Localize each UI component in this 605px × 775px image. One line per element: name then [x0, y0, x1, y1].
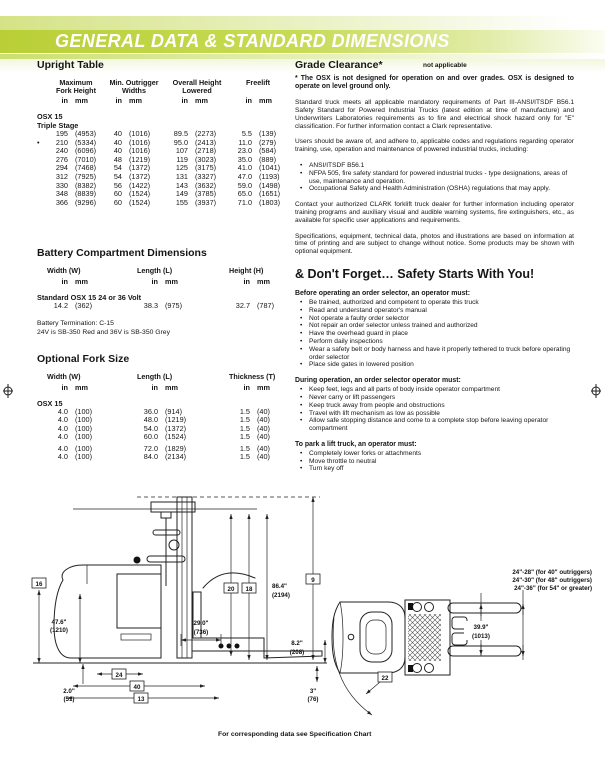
bullet-dot: • [300, 314, 303, 322]
cell: 107 [175, 146, 188, 156]
cell: 59.0 [237, 180, 252, 190]
dim-39-9-in: 39.9" [473, 624, 489, 631]
cell: (100) [75, 452, 93, 462]
cell: 54.0 [143, 423, 158, 433]
col-width: Width (W) [47, 372, 81, 382]
cell: 312 [55, 171, 68, 181]
cell: 125 [175, 163, 188, 173]
list-item: • Have the overhead guard in place [300, 330, 408, 338]
side-view-diagram [25, 488, 335, 713]
cell: 1.5 [239, 423, 250, 433]
cell: (40) [257, 443, 270, 453]
bullet-dot: • [300, 386, 303, 394]
cell: (362) [75, 300, 93, 310]
col-length: Length (L) [137, 372, 173, 382]
cell: 23.0 [237, 146, 252, 156]
registration-mark-left [1, 384, 15, 398]
cell: (1829) [165, 443, 187, 453]
cell: (100) [75, 423, 93, 433]
bullet-dot: • [300, 457, 303, 465]
cell: (1651) [259, 189, 281, 199]
dim-2-0-in: 2.0" [63, 688, 75, 695]
cell: (2718) [195, 146, 217, 156]
cell: (787) [257, 300, 275, 310]
safety-park-section [295, 441, 574, 473]
cell: (1372) [165, 423, 187, 433]
cell: 366 [55, 197, 68, 207]
list-item: • Move throttle to neutral [300, 457, 377, 465]
ref-box-22: 22 [381, 675, 389, 682]
cell: 4.0 [57, 423, 68, 433]
regulations-paragraph: Users should be aware of, and adhere to, applicable codes and regulations regarding operator training, use, operation and maintenance of powered industrial trucks, including: [295, 138, 574, 154]
cell: 40 [113, 137, 122, 147]
cell: (100) [75, 443, 93, 453]
bullet-dot: • [300, 306, 303, 314]
top-view-diagram [330, 560, 595, 725]
grade-clearance-value: not applicable [423, 62, 467, 69]
grade-footnote: * The OSX is not designed for operation on and over grades. OSX is designed to operate on level ground only. [295, 75, 574, 91]
ref-box-9: 9 [311, 577, 315, 584]
cell: (1193) [259, 171, 280, 181]
list-item: • Turn key off [300, 465, 344, 473]
bullet-dot: • [300, 409, 303, 417]
truck-side-view [33, 497, 327, 663]
cell: (1016) [129, 146, 151, 156]
safety-before-heading: Before operating an order selector, an operator must: [295, 289, 470, 297]
ref-box-18: 18 [245, 586, 253, 593]
regulations-list [295, 162, 574, 193]
left-column [37, 79, 287, 462]
bullet-dot: • [300, 169, 303, 177]
cell: 276 [55, 154, 68, 164]
safety-heading: & Don't Forget… Safety Starts With You! [295, 266, 535, 281]
safety-before-section [295, 290, 574, 369]
cell: (40) [257, 452, 270, 462]
cell: 40 [113, 129, 122, 138]
cell: 84.0 [143, 452, 158, 462]
list-item: • Occupational Safety and Health Administration (OSHA) regulations that may apply. [300, 185, 551, 193]
ref-box-16: 16 [35, 581, 43, 588]
cell: (1422) [129, 180, 151, 190]
cell: (1498) [259, 180, 281, 190]
upright-table-title: Upright Table [37, 59, 104, 71]
bullet-dot: • [300, 161, 303, 169]
fork-section-title: Optional Fork Size [37, 353, 130, 366]
cell: 149 [175, 189, 188, 199]
safety-park-heading: To park a lift truck, an operator must: [295, 440, 417, 448]
battery-note-2: 24V is SB-350 Red and 36V is SB-350 Grey [37, 328, 170, 336]
cell: 14.2 [53, 300, 68, 310]
cell: (1372) [129, 163, 151, 173]
cell: (7010) [75, 154, 97, 164]
cell: (3023) [195, 154, 217, 164]
bullet-dot: • [300, 185, 303, 193]
ref-box-20: 20 [227, 586, 235, 593]
ref-box-24: 24 [115, 672, 123, 679]
cell: 71.0 [237, 197, 252, 207]
col-group-outrigger: Min. Outrigger Widths [109, 78, 159, 96]
bullet-dot: • [300, 417, 303, 425]
cell: (1041) [259, 163, 281, 173]
registration-mark-right [589, 384, 603, 398]
cell: (1219) [129, 154, 151, 164]
cell: (1524) [165, 432, 187, 442]
cell: 4.0 [57, 443, 68, 453]
row-marker [37, 173, 47, 182]
cell: 60 [113, 189, 122, 199]
cell: (1016) [129, 137, 151, 147]
cell: 60.0 [143, 432, 158, 442]
upright-data-row [37, 199, 285, 208]
fork-units-row: in mm in mm in mm [61, 382, 270, 392]
safety-during-list [295, 386, 574, 433]
cell: (40) [257, 406, 270, 416]
cell: (975) [165, 300, 183, 310]
battery-table [37, 267, 283, 310]
battery-header-row [37, 267, 283, 276]
dim-8-2-mm: (208) [289, 649, 305, 656]
cell: 348 [55, 189, 68, 199]
cell: (3632) [195, 180, 217, 190]
cell: (1803) [259, 197, 281, 207]
cell: 60 [113, 197, 122, 207]
grade-clearance-title: Grade Clearance* [295, 59, 383, 71]
dim-8-2-in: 8.2" [291, 640, 303, 647]
dim-47-6-in: 47.6" [51, 619, 67, 626]
col-thickness: Thickness (T) [229, 372, 276, 382]
bullet-dot: • [300, 465, 303, 473]
cell: (279) [259, 137, 277, 147]
cell: 330 [55, 180, 68, 190]
cell: (9296) [75, 197, 97, 207]
cell: (1372) [129, 171, 151, 181]
fork-data-row [37, 433, 283, 442]
col-group-fork-height: Maximum Fork Height [56, 78, 96, 96]
list-item: • Never carry or lift passengers [300, 393, 396, 401]
cell: 1.5 [239, 452, 250, 462]
fork-table [37, 373, 283, 462]
cell: (40) [257, 423, 270, 433]
cell: 56 [113, 180, 122, 190]
bullet-dot: • [300, 330, 303, 338]
upright-units-row: in mm in mm in mm in mm [61, 96, 272, 106]
list-item: • Travel with lift mechanism as low as possible [300, 409, 440, 417]
cell: 4.0 [57, 406, 68, 416]
list-item: • Keep truck away from people and obstructions [300, 401, 445, 409]
cell: 143 [175, 180, 188, 190]
upright-model-row: OSX 15 [37, 112, 63, 121]
cell: 41.0 [237, 163, 252, 173]
cell: 32.7 [235, 300, 250, 310]
cell: (7468) [75, 163, 97, 173]
cell: 40 [113, 146, 122, 156]
battery-data-row [37, 302, 283, 311]
cell: (100) [75, 415, 93, 425]
battery-section-title: Battery Compartment Dimensions [37, 247, 207, 260]
cell: (914) [165, 406, 183, 416]
cell: 1.5 [239, 432, 250, 442]
list-item: • Place side gates in lowered position [300, 361, 414, 369]
cell: 65.0 [237, 189, 252, 199]
cell: (3937) [195, 197, 217, 207]
list-item: • Completely lower forks or attachments [300, 449, 422, 457]
cell: (40) [257, 415, 270, 425]
upright-stage-row: Triple Stage [37, 121, 79, 130]
dim-47-6-mm: (1210) [50, 627, 68, 634]
header-accent-band [0, 16, 605, 30]
upright-group-header-row [37, 79, 285, 95]
cell: (3327) [195, 171, 217, 181]
cell: 36.0 [143, 406, 158, 416]
right-column [295, 75, 574, 481]
cell: 4.0 [57, 415, 68, 425]
cell: 54 [113, 163, 122, 173]
cell: 155 [175, 197, 188, 207]
bullet-dot: • [300, 449, 303, 457]
cell: (100) [75, 406, 93, 416]
fork-model-row: OSX 15 [37, 398, 63, 408]
dim-29-0-mm: (736) [193, 629, 209, 636]
cell: 1.5 [239, 443, 250, 453]
dim-39-9-mm: (1013) [472, 633, 490, 640]
cell: 5.5 [241, 129, 252, 138]
footer-note: For corresponding data see Specification Chart [218, 731, 372, 738]
fork-header-row [37, 373, 283, 382]
cell: 95.0 [173, 137, 188, 147]
cell: 35.0 [237, 154, 252, 164]
list-item: • NFPA 505, fire safety standard for powered industrial trucks - type designations, areas of use, maintenance and operation. [300, 169, 568, 185]
battery-note-1: Battery Termination: C-15 [37, 320, 114, 328]
cell: (4953) [75, 129, 97, 138]
cell: (2134) [165, 452, 187, 462]
cell: 54 [113, 171, 122, 181]
ref-box-40: 40 [133, 684, 141, 691]
cell: (5334) [75, 137, 97, 147]
bullet-dot: • [300, 298, 303, 306]
cell: (1016) [129, 129, 151, 138]
col-group-overall-height: Overall Height Lowered [172, 78, 222, 96]
cell: (889) [259, 154, 277, 164]
battery-units-row: in mm in mm in mm [61, 276, 270, 286]
outrigger-label-3: 24"-36" (for 54" or greater) [514, 585, 592, 592]
cell: 119 [176, 154, 188, 164]
cell: (40) [257, 432, 270, 442]
list-item: • Not repair an order selector unless trained and authorized [300, 322, 478, 330]
cell: (8839) [75, 189, 97, 199]
cell: 72.0 [143, 443, 158, 453]
list-item: • Be trained, authorized and competent to operate this truck [300, 298, 479, 306]
cell: 11.0 [238, 137, 252, 147]
fork-data-row [37, 453, 283, 462]
cell: 48.0 [143, 415, 158, 425]
cell: 294 [55, 163, 68, 173]
cell: 240 [55, 146, 68, 156]
outrigger-label-2: 24"-30" (for 48" outriggers) [512, 577, 592, 584]
bullet-dot: • [300, 345, 303, 353]
list-item: • Read and understand operator's manual [300, 306, 427, 314]
safety-park-list [295, 450, 574, 473]
page-title: GENERAL DATA & STANDARD DIMENSIONS [55, 31, 450, 51]
list-item: • Perform daily inspections [300, 337, 383, 345]
cell: (6096) [75, 146, 97, 156]
cell: (100) [75, 432, 93, 442]
cell: 38.3 [143, 300, 158, 310]
cell: (3785) [195, 189, 217, 199]
dim-3-mm: (76) [307, 696, 319, 703]
list-item: • Wear a safety belt or body harness and have it properly tethered to truck before operating order selector [300, 345, 571, 361]
bullet-dot: • [300, 322, 303, 330]
cell: 131 [175, 171, 188, 181]
cell: (2413) [195, 137, 217, 147]
standards-paragraph: Standard truck meets all applicable mandatory requirements of Part III-ANSI/ITSDF B56.1 Safety Standard for Powered Industrial Trucks (latest edition at time of manufacture) and Underwriters Laboratories requirements as to fire and electrical shock hazard only for "E" classification. For further information contact a Clark representative. [295, 99, 574, 130]
dim-86-4-mm: (2194) [272, 592, 290, 599]
dealer-paragraph: Contact your authorized CLARK forklift truck dealer for further information including operator training programs and auxiliary visual and audible warning systems, fire extinguishers, etc., as available for specific user applications and requirements. [295, 201, 574, 224]
bullet-dot: • [300, 337, 303, 345]
row-marker: • [37, 137, 40, 147]
cell: 1.5 [239, 415, 250, 425]
bullet-dot: • [300, 393, 303, 401]
dim-29-0-in: 29.0" [193, 620, 209, 627]
ref-box-13: 13 [137, 696, 145, 703]
bullet-dot: • [300, 401, 303, 409]
list-item: • Keep feet, legs and all parts of body inside operator compartment [300, 386, 500, 394]
cell: (7925) [75, 171, 97, 181]
dim-2-0-mm: (51) [63, 696, 75, 703]
cell: 89.5 [173, 129, 188, 138]
list-item: • Allow safe stopping distance and come to a complete stop before leaving operator compartment [300, 417, 549, 433]
row-marker [37, 190, 47, 199]
upright-table [37, 79, 285, 207]
col-width: Width (W) [47, 266, 81, 276]
side-view-dimensions [32, 497, 325, 703]
cell: (8382) [75, 180, 97, 190]
cell: (1524) [129, 197, 151, 207]
row-marker [37, 199, 47, 208]
cell: (1219) [165, 415, 187, 425]
cell: 210 [55, 137, 68, 147]
safety-during-section [295, 377, 574, 433]
safety-before-list [295, 299, 574, 369]
dim-86-4-in: 86.4" [272, 583, 287, 590]
cell: (584) [259, 146, 277, 156]
list-item: • ANSI/ITSDF B56.1 [300, 161, 365, 169]
row-marker [37, 147, 47, 156]
cell: (3175) [195, 163, 217, 173]
outrigger-labels [512, 569, 592, 592]
row-marker [37, 182, 47, 191]
list-item: • Not operate a faulty order selector [300, 314, 409, 322]
cell: (1524) [129, 189, 151, 199]
cell: 4.0 [57, 432, 68, 442]
cell: 1.5 [239, 406, 250, 416]
row-marker [37, 156, 47, 165]
outrigger-label-1: 24"-28" (for 40" outriggers) [512, 569, 592, 576]
cell: (2273) [195, 129, 217, 138]
cell: 4.0 [57, 452, 68, 462]
dim-3-in: 3" [309, 688, 317, 695]
cell: 195 [55, 129, 68, 138]
disclaimer-paragraph: Specifications, equipment, technical data, photos and illustrations are based on information at time of printing and are subject to change without notice. Some products may be shown with optional equipment. [295, 232, 574, 256]
battery-model-row: Standard OSX 15 24 or 36 Volt [37, 292, 142, 302]
col-height: Height (H) [229, 266, 264, 276]
col-group-freelift: Freelift [246, 78, 270, 87]
cell: 47.0 [237, 171, 252, 181]
bullet-dot: • [300, 361, 303, 369]
safety-during-heading: During operation, an order selector operator must: [295, 377, 461, 385]
row-marker [37, 164, 47, 173]
cell: 48 [113, 154, 122, 164]
col-length: Length (L) [137, 266, 173, 276]
cell: (139) [259, 129, 277, 138]
